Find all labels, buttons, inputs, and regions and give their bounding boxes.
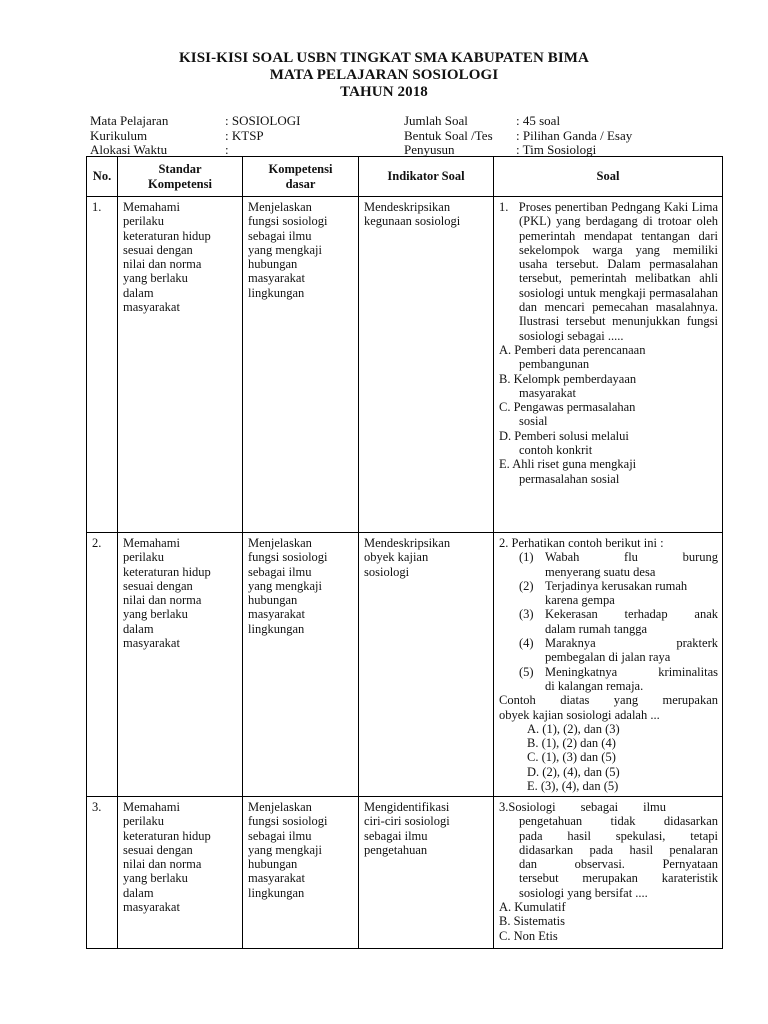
info-value: : Tim Sosiologi: [516, 142, 597, 157]
item-label: (2): [519, 578, 534, 593]
cell-line: Mendeskripsikan: [364, 200, 451, 214]
table-row: [87, 797, 723, 949]
example-item: [519, 665, 718, 694]
cell-line: sesuai dengan: [123, 242, 193, 257]
cell-line: hubungan: [248, 593, 298, 608]
header-line: dasar: [285, 176, 316, 191]
item-text: Maraknya prakterk: [545, 636, 718, 651]
answer-option: C. (1), (3) dan (5): [527, 750, 616, 765]
cell-line: dalam: [123, 285, 154, 300]
cell-line: keteraturan hidup: [123, 828, 211, 843]
info-row-subject: [90, 114, 300, 129]
option-text: Pengawas permasalahan: [513, 400, 636, 415]
row-number: 2.: [87, 533, 118, 797]
answer-options: [499, 722, 718, 793]
kompetensi-dasar-cell: [243, 533, 359, 797]
cell-line: yang berlaku: [123, 271, 188, 286]
info-label: Alokasi Waktu: [90, 142, 168, 157]
item-text: Wabah flu burung: [545, 550, 718, 565]
cell-line: masyarakat: [248, 271, 305, 286]
answer-option: C. Non Etis: [499, 928, 558, 943]
header-indikator-soal: Indikator Soal: [359, 157, 494, 197]
item-text: Meningkatnya kriminalitas: [545, 664, 718, 679]
example-item: [519, 636, 718, 665]
answer-option: A. (1), (2), dan (3): [527, 721, 620, 736]
question-tail: Contoh diatas yang merupakan: [499, 693, 718, 708]
example-item: [519, 579, 718, 608]
cell-line: perilaku: [123, 550, 164, 565]
cell-line: lingkungan: [248, 285, 305, 300]
question-line: tersebut merupakan karateristik: [519, 871, 718, 886]
answer-option: [499, 343, 718, 372]
document-title: [0, 50, 768, 101]
cell-line: sosiologi: [364, 564, 410, 579]
option-text-cont: permasalahan sosial: [519, 471, 620, 486]
cell-line: sebagai ilmu: [248, 228, 312, 243]
item-label: (1): [519, 550, 534, 565]
cell-line: masyarakat: [123, 636, 180, 651]
kompetensi-dasar-cell: [243, 197, 359, 533]
cell-line: masyarakat: [248, 607, 305, 622]
option-label: A.: [499, 342, 512, 357]
kisi-kisi-table: [86, 156, 723, 949]
cell-line: yang berlaku: [123, 607, 188, 622]
header-standar-kompetensi: [118, 157, 243, 197]
cell-line: masyarakat: [123, 900, 180, 915]
question-text: [499, 800, 718, 900]
option-text-cont: sosial: [519, 414, 548, 429]
example-list: [499, 550, 718, 693]
indikator-soal-cell: [359, 533, 494, 797]
info-value: : KTSP: [225, 127, 264, 143]
header-line: Standar: [158, 161, 202, 176]
soal-cell: [494, 533, 723, 797]
cell-line: yang berlaku: [123, 871, 188, 886]
option-text: Pemberi solusi melalui: [514, 428, 629, 443]
option-label: C.: [499, 400, 511, 415]
info-row-question-type: [404, 129, 632, 144]
cell-line: lingkungan: [248, 621, 305, 636]
standar-kompetensi-cell: [118, 797, 243, 949]
cell-line: Memahami: [123, 800, 180, 814]
info-left: [90, 114, 300, 158]
cell-line: nilai dan norma: [123, 257, 202, 272]
question-line: dan observasi. Pernyataan: [519, 857, 718, 872]
cell-line: Mengidentifikasi: [364, 800, 450, 814]
cell-line: yang mengkaji: [248, 578, 322, 593]
cell-line: Mendeskripsikan: [364, 536, 451, 550]
item-text-cont: di kalangan remaja.: [545, 678, 644, 693]
info-label: Kurikulum: [90, 127, 148, 143]
item-text-cont: dalam rumah tangga: [545, 621, 648, 636]
cell-line: sebagai ilmu: [364, 828, 428, 843]
answer-option: B. Sistematis: [499, 914, 565, 929]
info-value: : 45 soal: [516, 113, 561, 128]
item-label: (5): [519, 664, 534, 679]
question-number: 1.: [499, 200, 509, 214]
cell-line: dalam: [123, 885, 154, 900]
standar-kompetensi-cell: [118, 197, 243, 533]
cell-line: keteraturan hidup: [123, 564, 211, 579]
cell-line: Menjelaskan: [248, 536, 312, 550]
table-row: [87, 533, 723, 797]
question-intro: 2. Perhatikan contoh berikut ini :: [499, 536, 664, 550]
cell-line: nilai dan norma: [123, 593, 202, 608]
option-text-cont: pembangunan: [519, 357, 590, 372]
question-line: 3.Sosiologi sebagai ilmu: [499, 800, 667, 814]
header-line: Kompetensi: [148, 176, 212, 191]
question-text: [499, 200, 718, 343]
info-value: :: [225, 142, 229, 157]
title-line-2: MATA PELAJARAN SOSIOLOGI: [269, 67, 499, 83]
kompetensi-dasar-cell: [243, 797, 359, 949]
cell-line: pengetahuan: [364, 842, 428, 857]
question-line: pada hasil spekulasi, tetapi: [519, 828, 718, 843]
item-text-cont: menyerang suatu desa: [545, 564, 656, 579]
answer-option: [499, 457, 718, 486]
cell-line: sebagai ilmu: [248, 564, 312, 579]
answer-option: E. (3), (4), dan (5): [527, 779, 619, 794]
answer-option: A. Kumulatif: [499, 900, 566, 915]
cell-line: perilaku: [123, 214, 164, 229]
question-tail: obyek kajian sosiologi adalah ...: [499, 707, 660, 722]
info-row-curriculum: [90, 129, 300, 144]
header-line: Kompetensi: [268, 161, 333, 176]
answer-option: [499, 372, 718, 401]
item-text-cont: pembegalan di jalan raya: [545, 650, 671, 665]
cell-line: Memahami: [123, 200, 180, 214]
item-text-cont: karena gempa: [545, 593, 615, 608]
answer-option: [499, 429, 718, 458]
info-right: [404, 114, 632, 158]
cell-line: obyek kajian: [364, 550, 429, 565]
cell-line: Menjelaskan: [248, 200, 312, 214]
item-text: Terjadinya kerusakan rumah: [545, 578, 688, 593]
item-label: (3): [519, 607, 534, 622]
answer-option: [499, 400, 718, 429]
example-item: [519, 607, 718, 636]
header-no: No.: [87, 157, 118, 197]
answer-option: B. (1), (2) dan (4): [527, 736, 616, 751]
item-text: Kekerasan terhadap anak: [545, 607, 718, 622]
cell-line: fungsi sosiologi: [248, 550, 328, 565]
header-kompetensi-dasar: [243, 157, 359, 197]
item-label: (4): [519, 636, 534, 651]
cell-line: ciri-ciri sosiologi: [364, 814, 450, 829]
title-line-1: KISI-KISI SOAL USBN TINGKAT SMA KABUPATEN BIMA: [179, 50, 589, 66]
option-text: Pemberi data perencanaan: [514, 342, 646, 357]
standar-kompetensi-cell: [118, 533, 243, 797]
row-number: 3.: [87, 797, 118, 949]
soal-cell: [494, 197, 723, 533]
answer-option: D. (2), (4), dan (5): [527, 764, 620, 779]
cell-line: sebagai ilmu: [248, 828, 312, 843]
cell-line: hubungan: [248, 857, 298, 872]
table-row: [87, 197, 723, 533]
question-line: didasarkan pada hasil penalaran: [519, 842, 718, 857]
option-text-cont: masyarakat: [519, 385, 576, 400]
cell-line: nilai dan norma: [123, 857, 202, 872]
cell-line: fungsi sosiologi: [248, 814, 328, 829]
cell-line: dalam: [123, 621, 154, 636]
example-item: [519, 550, 718, 579]
cell-line: Menjelaskan: [248, 800, 312, 814]
cell-line: sesuai dengan: [123, 578, 193, 593]
option-text-cont: contoh konkrit: [519, 443, 593, 458]
info-label: Mata Pelajaran: [90, 113, 169, 128]
info-value: : Pilihan Ganda / Esay: [516, 127, 633, 143]
cell-line: yang mengkaji: [248, 842, 322, 857]
row-number: 1.: [87, 197, 118, 533]
header-soal: Soal: [494, 157, 723, 197]
cell-line: keteraturan hidup: [123, 228, 211, 243]
info-label: Bentuk Soal /Tes: [404, 127, 493, 143]
option-label: E.: [499, 457, 510, 472]
cell-line: perilaku: [123, 814, 164, 829]
cell-line: masyarakat: [248, 871, 305, 886]
option-text: Kelompk pemberdayaan: [513, 371, 637, 386]
cell-line: kegunaan sosiologi: [364, 214, 461, 229]
info-row-question-count: [404, 114, 632, 129]
cell-line: yang mengkaji: [248, 242, 322, 257]
title-line-3: TAHUN 2018: [340, 84, 428, 100]
option-text: Ahli riset guna mengkaji: [512, 457, 637, 472]
info-label: Penyusun: [404, 142, 455, 157]
cell-line: Memahami: [123, 536, 180, 550]
question-body: Proses penertiban Pedngang Kaki Lima (PKL) yang berdagang di trotoar oleh pemerintah mendapat tentangan dari sekelompok warga yang memiliki usaha tersebut. Dalam permasalahan tersebut, pemerintah melibatkan ahli sosiologi untuk mengkaji permasalahan dan mencari pemecahan masalahnya. Ilustrasi tersebut menunjukkan fungsi sosiologi sebagai .....: [518, 200, 719, 343]
cell-line: sesuai dengan: [123, 842, 193, 857]
cell-line: masyarakat: [123, 300, 180, 315]
table-header-row: [87, 157, 723, 197]
cell-line: lingkungan: [248, 885, 305, 900]
option-label: D.: [499, 428, 512, 443]
info-value: : SOSIOLOGI: [225, 113, 301, 128]
info-label: Jumlah Soal: [404, 113, 468, 128]
indikator-soal-cell: [359, 197, 494, 533]
cell-line: hubungan: [248, 257, 298, 272]
question-line: sosiologi yang bersifat ....: [519, 885, 648, 900]
cell-line: fungsi sosiologi: [248, 214, 328, 229]
soal-cell: [494, 797, 723, 949]
indikator-soal-cell: [359, 797, 494, 949]
question-line: pengetahuan tidak didasarkan: [519, 814, 718, 829]
option-label: B.: [499, 371, 511, 386]
